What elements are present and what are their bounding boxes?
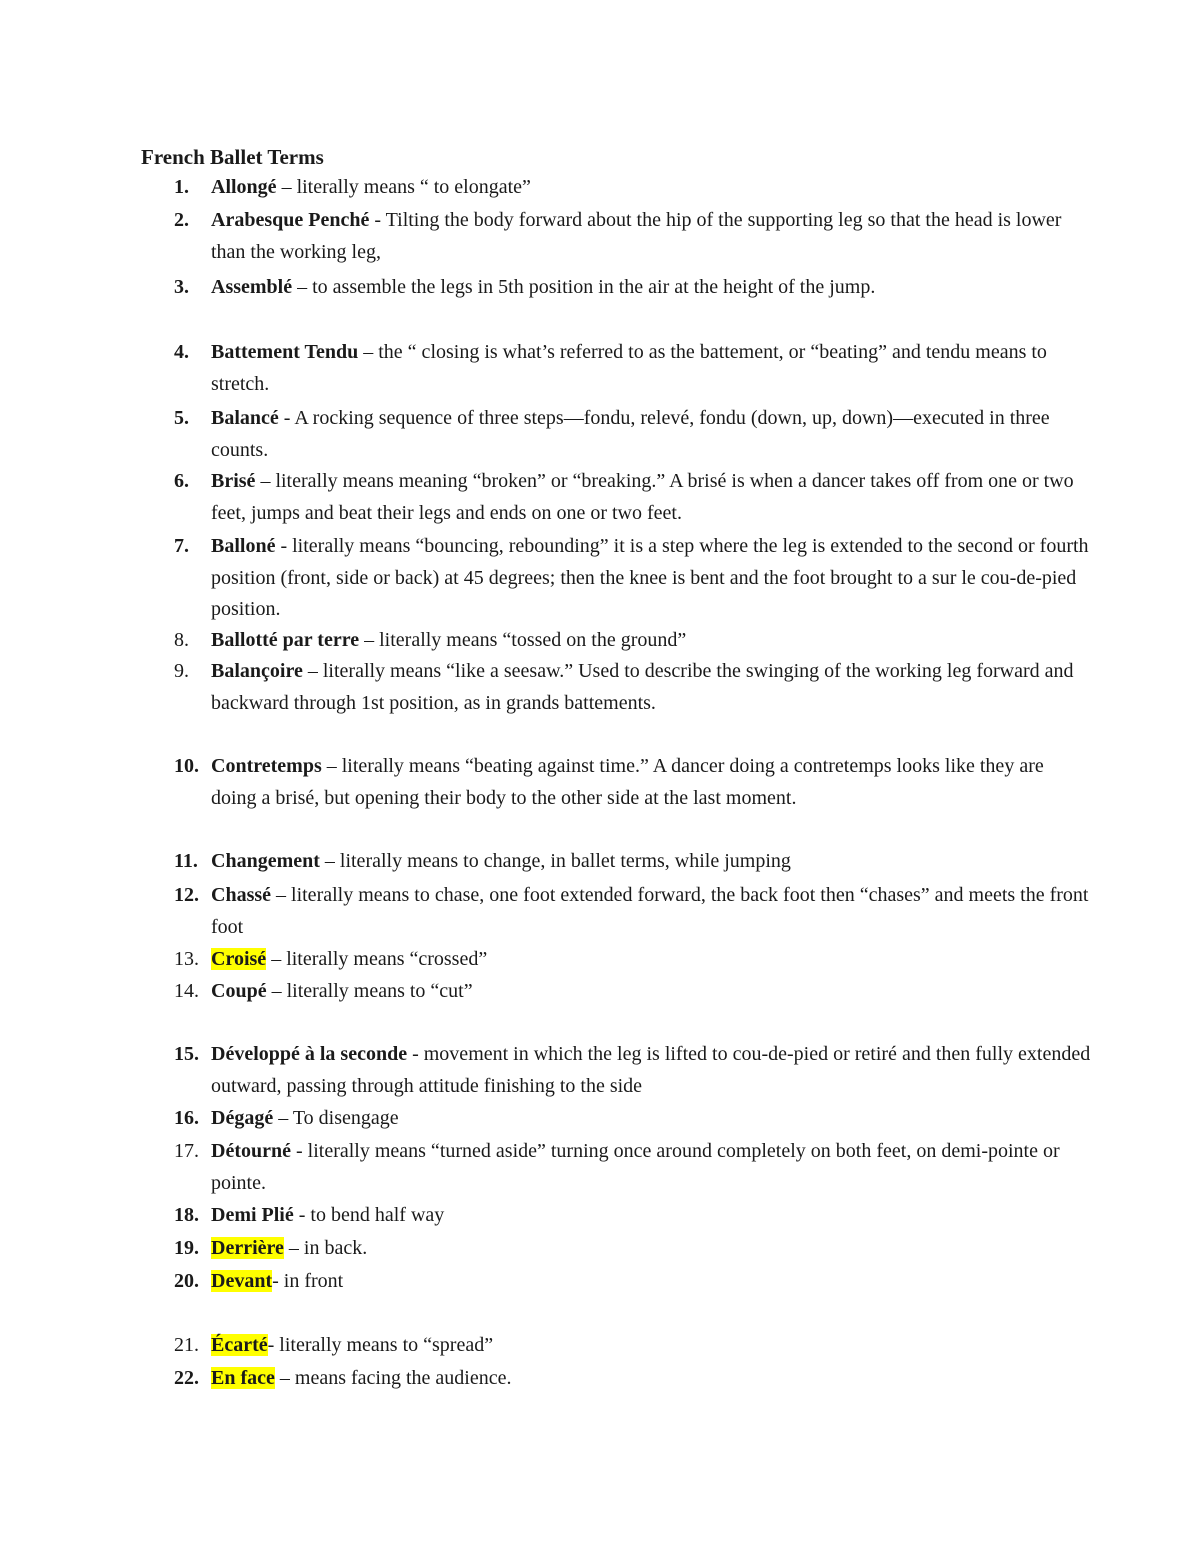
term-body: [211, 1330, 1091, 1362]
term-name: Assemblé: [211, 276, 293, 298]
term-name: Chassé: [211, 884, 272, 906]
term-name: Croisé: [211, 948, 267, 970]
term-body: [211, 1233, 1091, 1265]
term-item: [141, 656, 1091, 719]
term-number: 15.: [174, 1043, 199, 1065]
term-name: Balancé: [211, 407, 279, 429]
term-name: Détourné: [211, 1140, 291, 1162]
term-body: [211, 625, 1091, 657]
term-definition: – literally means meaning “broken” or “breaking.” A brisé is when a dancer takes off from one or two feet, jumps and beat their legs and ends on one or two feet.: [211, 470, 1074, 524]
term-body: [211, 1039, 1091, 1102]
term-number: 16.: [174, 1107, 199, 1129]
term-definition: – literally means to chase, one foot extended forward, the back foot then “chases” and meets the front foot: [211, 884, 1089, 938]
term-number: 20.: [174, 1270, 199, 1292]
term-body: [211, 944, 1091, 976]
term-item: [141, 751, 1091, 814]
term-item: [141, 1330, 1091, 1362]
term-definition: - literally means to “spread”: [267, 1334, 494, 1356]
term-item: [141, 846, 1091, 878]
term-item: [141, 1136, 1091, 1199]
term-body: [211, 1136, 1091, 1199]
term-definition: – means facing the audience.: [274, 1367, 512, 1389]
term-item: [141, 272, 1091, 304]
term-name: Brisé: [211, 470, 256, 492]
term-item: [141, 172, 1091, 204]
term-body: [211, 1363, 1091, 1395]
term-item: [141, 337, 1091, 400]
term-name: Demi Plié: [211, 1204, 294, 1226]
term-number: 19.: [174, 1237, 199, 1259]
term-body: [211, 751, 1091, 814]
term-name: Derrière: [211, 1237, 284, 1259]
term-definition: – to assemble the legs in 5th position in the air at the height of the jump.: [292, 276, 876, 298]
term-number: 21.: [174, 1334, 199, 1356]
term-number: 8.: [174, 629, 189, 651]
term-name: Écarté: [211, 1334, 268, 1356]
term-definition: - Tilting the body forward about the hip of the supporting leg so that the head is lower than the working leg,: [211, 209, 1062, 263]
term-body: [211, 976, 1091, 1008]
term-name: Développé à la seconde: [211, 1043, 408, 1065]
term-definition: – literally means “beating against time.” A dancer doing a contretemps looks like they are doing a brisé, but opening their body to the other side at the last moment.: [211, 755, 1044, 809]
term-definition: – the “ closing is what’s referred to as the battement, or “beating” and tendu means to stretch.: [211, 341, 1047, 395]
term-body: [211, 272, 1091, 304]
term-definition: – literally means to “cut”: [266, 980, 473, 1002]
term-number: 2.: [174, 209, 189, 231]
term-number: 14.: [174, 980, 199, 1002]
term-definition: - literally means “bouncing, rebounding” it is a step where the leg is extended to the second or fourth position (front, side or back) at 45 degrees; then the knee is bent and the foot brought to a sur le cou-de-pied position.: [211, 535, 1089, 620]
term-body: [211, 1103, 1091, 1135]
term-item: [141, 1039, 1091, 1102]
term-body: [211, 466, 1091, 529]
term-body: [211, 846, 1091, 878]
term-body: [211, 1266, 1091, 1298]
term-item: [141, 1200, 1091, 1232]
term-number: 13.: [174, 948, 199, 970]
term-body: [211, 205, 1091, 268]
term-number: 22.: [174, 1367, 199, 1389]
term-definition: - to bend half way: [293, 1204, 445, 1226]
term-item: [141, 1266, 1091, 1298]
term-number: 5.: [174, 407, 189, 429]
term-number: 11.: [174, 850, 198, 872]
term-body: [211, 172, 1091, 204]
term-definition: - A rocking sequence of three steps—fondu, relevé, fondu (down, up, down)—executed in three counts.: [211, 407, 1050, 461]
term-number: 1.: [174, 176, 189, 198]
term-definition: – in back.: [283, 1237, 368, 1259]
term-item: [141, 976, 1091, 1008]
term-number: 3.: [174, 276, 189, 298]
term-name: Coupé: [211, 980, 267, 1002]
term-number: 6.: [174, 470, 189, 492]
term-definition: – literally means to change, in ballet terms, while jumping: [319, 850, 791, 872]
term-item: [141, 944, 1091, 976]
term-number: 10.: [174, 755, 199, 777]
term-item: [141, 466, 1091, 529]
term-item: [141, 1233, 1091, 1265]
term-definition: – literally means “crossed”: [266, 948, 488, 970]
term-name: Arabesque Penché: [211, 209, 370, 231]
term-name: Dégagé: [211, 1107, 274, 1129]
term-body: [211, 1200, 1091, 1232]
term-body: [211, 880, 1091, 943]
term-name: Changement: [211, 850, 320, 872]
term-number: 18.: [174, 1204, 199, 1226]
term-number: 4.: [174, 341, 189, 363]
term-number: 7.: [174, 535, 189, 557]
document-title: French Ballet Terms: [141, 145, 324, 169]
term-item: [141, 625, 1091, 657]
term-body: [211, 656, 1091, 719]
term-number: 12.: [174, 884, 199, 906]
term-name: Balançoire: [211, 660, 303, 682]
term-definition: - in front: [272, 1270, 344, 1292]
term-name: Allongé: [211, 176, 277, 198]
term-name: Devant: [211, 1270, 273, 1292]
term-definition: – literally means “like a seesaw.” Used to describe the swinging of the working leg forward and backward through 1st position, as in grands battements.: [211, 660, 1074, 714]
term-body: [211, 531, 1091, 626]
term-item: [141, 403, 1091, 466]
term-item: [141, 531, 1091, 626]
term-number: 17.: [174, 1140, 199, 1162]
term-number: 9.: [174, 660, 189, 682]
term-name: En face: [211, 1367, 275, 1389]
term-name: Balloné: [211, 535, 276, 557]
term-definition: – literally means “ to elongate”: [276, 176, 531, 198]
term-name: Battement Tendu: [211, 341, 359, 363]
term-name: Ballotté par terre: [211, 629, 360, 651]
term-definition: – literally means “tossed on the ground”: [359, 629, 687, 651]
term-body: [211, 403, 1091, 466]
term-item: [141, 880, 1091, 943]
term-definition: - movement in which the leg is lifted to cou-de-pied or retiré and then fully extended outward, passing through attitude finishing to the side: [211, 1043, 1091, 1097]
term-item: [141, 205, 1091, 268]
term-body: [211, 337, 1091, 400]
term-item: [141, 1363, 1091, 1395]
term-name: Contretemps: [211, 755, 322, 777]
term-definition: – To disengage: [273, 1107, 399, 1129]
term-item: [141, 1103, 1091, 1135]
term-definition: - literally means “turned aside” turning once around completely on both feet, on demi-pointe or pointe.: [211, 1140, 1060, 1194]
